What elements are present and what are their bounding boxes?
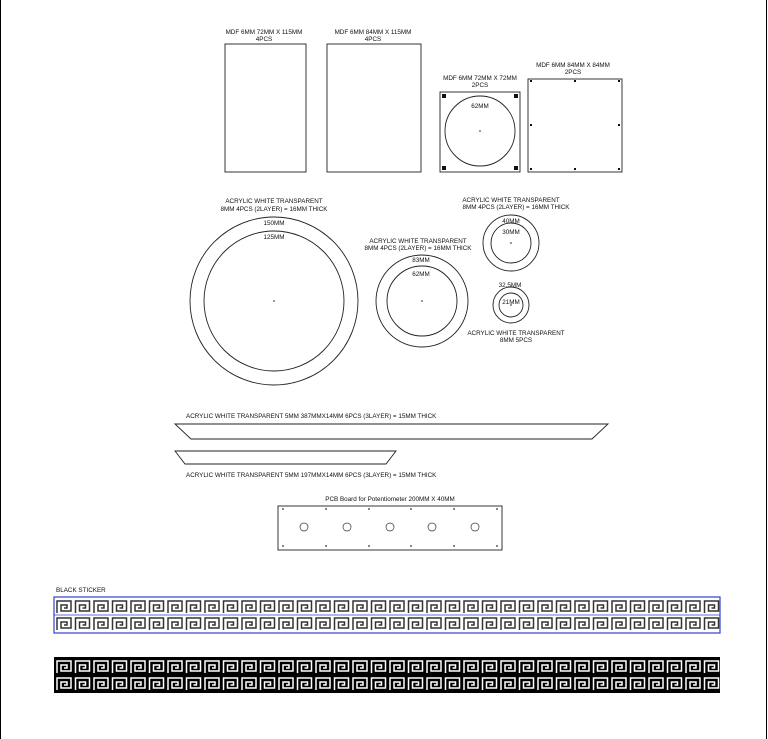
mdf-72x72-hole bbox=[514, 94, 518, 98]
mdf-72x72-center bbox=[479, 130, 481, 132]
meander-tile bbox=[168, 601, 182, 613]
meander-tile bbox=[686, 601, 700, 613]
ring-medium-inner-dim: 62MM bbox=[412, 271, 430, 278]
mdf-84x84-outline bbox=[528, 79, 622, 172]
meander-tile bbox=[372, 618, 386, 630]
meander-tile bbox=[57, 601, 71, 613]
meander-tile bbox=[372, 601, 386, 613]
meander-tile bbox=[427, 601, 441, 613]
meander-tile bbox=[705, 618, 719, 630]
mdf-84x84-hole bbox=[574, 168, 576, 170]
mdf-72x72-label-2: 2PCS bbox=[471, 82, 489, 89]
ring-small bbox=[462, 197, 570, 271]
meander-tile bbox=[557, 618, 571, 630]
meander-tile bbox=[150, 601, 164, 613]
meander-tile bbox=[150, 618, 164, 630]
ring-large-label-1: ACRYLIC WHITE TRANSPARENT bbox=[225, 198, 323, 205]
meander-tile bbox=[187, 618, 201, 630]
meander-tile bbox=[427, 618, 441, 630]
pcb-mount-hole bbox=[410, 545, 412, 547]
meander-tile bbox=[575, 618, 589, 630]
meander-tile bbox=[594, 601, 608, 613]
meander-tile bbox=[94, 618, 108, 630]
meander-tile bbox=[612, 601, 626, 613]
ring-medium-label-1: ACRYLIC WHITE TRANSPARENT bbox=[369, 238, 467, 245]
mdf-72x72-label-1: MDF 6MM 72MM X 72MM bbox=[443, 75, 517, 82]
strip-long-label: ACRYLIC WHITE TRANSPARENT 5MM 387MMX14MM 6PCS (3LAYER) = 15MM THICK bbox=[186, 413, 437, 420]
mdf-84x84-hole bbox=[618, 80, 620, 82]
pcb-mount-hole bbox=[496, 545, 498, 547]
ring-tiny bbox=[467, 282, 564, 344]
meander-tile bbox=[686, 618, 700, 630]
meander-tile bbox=[113, 618, 127, 630]
pcb-pot-hole bbox=[386, 523, 394, 531]
meander-tile bbox=[168, 618, 182, 630]
mdf-84x115-outline bbox=[327, 44, 421, 172]
mdf-84x84-label-1: MDF 6MM 84MM X 84MM bbox=[536, 62, 610, 69]
meander-tile bbox=[649, 618, 663, 630]
ring-large-inner-dim: 125MM bbox=[263, 234, 285, 241]
mdf-72x72-hole bbox=[514, 166, 518, 170]
meander-tile bbox=[205, 618, 219, 630]
ring-medium-center bbox=[421, 300, 423, 302]
meander-tile bbox=[205, 601, 219, 613]
ring-medium-outer-dim: 83MM bbox=[412, 257, 430, 264]
ring-large-center bbox=[273, 300, 275, 302]
ring-medium-label-2: 8MM 4PCS (2LAYER) = 16MM THICK bbox=[364, 245, 472, 252]
meander-tile bbox=[668, 601, 682, 613]
meander-tile bbox=[668, 618, 682, 630]
pcb-mount-hole bbox=[496, 508, 498, 510]
pcb-pot-hole bbox=[300, 523, 308, 531]
meander-tile bbox=[483, 618, 497, 630]
meander-tile bbox=[353, 618, 367, 630]
ring-tiny-label-1: ACRYLIC WHITE TRANSPARENT bbox=[467, 330, 565, 337]
sticker-black-strip bbox=[54, 657, 720, 693]
pcb-pot-hole bbox=[343, 523, 351, 531]
pcb-pot-hole bbox=[428, 523, 436, 531]
pcb-mount-hole bbox=[453, 545, 455, 547]
meander-tile bbox=[279, 601, 293, 613]
meander-tile bbox=[464, 601, 478, 613]
pcb-mount-hole bbox=[453, 508, 455, 510]
ring-small-label-2: 8MM 4PCS (2LAYER) = 16MM THICK bbox=[462, 204, 570, 211]
meander-tile bbox=[224, 601, 238, 613]
mdf-panel-72x115 bbox=[225, 29, 306, 172]
ring-small-center bbox=[510, 242, 512, 244]
meander-tile bbox=[94, 601, 108, 613]
ring-small-label-1: ACRYLIC WHITE TRANSPARENT bbox=[462, 197, 560, 204]
meander-tile bbox=[57, 618, 71, 630]
pcb-mount-hole bbox=[282, 508, 284, 510]
meander-tile bbox=[520, 618, 534, 630]
meander-tile bbox=[131, 601, 145, 613]
meander-tile bbox=[501, 618, 515, 630]
meander-tile bbox=[261, 601, 275, 613]
ring-tiny-label-2: 8MM 5PCS bbox=[499, 337, 533, 344]
strip-short-outline bbox=[175, 451, 396, 464]
meander-tile bbox=[390, 601, 404, 613]
mdf-72x115-label-1: MDF 6MM 72MM X 115MM bbox=[225, 29, 303, 36]
mdf-72x115-outline bbox=[225, 44, 306, 172]
pcb-board bbox=[278, 496, 502, 550]
mdf-84x115-label-1: MDF 6MM 84MM X 115MM bbox=[334, 29, 412, 36]
mdf-84x84-hole bbox=[618, 168, 620, 170]
strip-short-label: ACRYLIC WHITE TRANSPARENT 5MM 197MMX14MM 6PCS (3LAYER) = 15MM THICK bbox=[186, 472, 437, 479]
meander-tile bbox=[261, 618, 275, 630]
sticker-label: BLACK STICKER bbox=[56, 587, 106, 594]
meander-tile bbox=[409, 618, 423, 630]
mdf-84x84-hole bbox=[530, 80, 532, 82]
pcb-outline bbox=[278, 506, 502, 550]
ring-large-outer-dim: 150MM bbox=[263, 220, 285, 227]
pcb-pot-hole bbox=[471, 523, 479, 531]
ring-tiny-outer-dim: 32.5MM bbox=[498, 282, 522, 289]
meander-tile bbox=[557, 601, 571, 613]
meander-tile bbox=[538, 601, 552, 613]
ring-large bbox=[190, 198, 358, 385]
meander-tile bbox=[131, 618, 145, 630]
meander-tile bbox=[187, 601, 201, 613]
mdf-72x72-hole bbox=[442, 166, 446, 170]
ring-small-inner-dim: 30MM bbox=[502, 229, 520, 236]
pcb-mount-hole bbox=[325, 508, 327, 510]
meander-tile bbox=[113, 601, 127, 613]
pcb-mount-hole bbox=[325, 545, 327, 547]
ring-medium bbox=[364, 238, 472, 347]
ring-large-label-2: 8MM 4PCS (2LAYER) = 16MM THICK bbox=[220, 206, 328, 213]
meander-tile bbox=[705, 601, 719, 613]
mdf-panel-72x72 bbox=[440, 75, 520, 172]
pcb-mount-hole bbox=[368, 508, 370, 510]
mdf-panel-84x84 bbox=[528, 62, 622, 172]
meander-tile bbox=[501, 601, 515, 613]
meander-tile bbox=[76, 601, 90, 613]
pcb-mount-hole bbox=[410, 508, 412, 510]
mdf-72x72-hole bbox=[442, 94, 446, 98]
meander-tile bbox=[612, 618, 626, 630]
strip-short bbox=[175, 451, 437, 479]
ring-tiny-inner-dim: 21MM bbox=[502, 299, 520, 306]
meander-tile bbox=[224, 618, 238, 630]
meander-tile bbox=[335, 601, 349, 613]
mdf-84x84-hole bbox=[530, 168, 532, 170]
meander-tile bbox=[279, 618, 293, 630]
meander-tile bbox=[242, 618, 256, 630]
meander-tile bbox=[76, 618, 90, 630]
pcb-label: PCB Board for Potentiometer 200MM X 40MM bbox=[325, 496, 455, 503]
meander-tile bbox=[446, 618, 460, 630]
meander-tile bbox=[575, 601, 589, 613]
mdf-panel-84x115 bbox=[327, 29, 421, 172]
meander-tile bbox=[464, 618, 478, 630]
meander-tile bbox=[446, 601, 460, 613]
meander-tile bbox=[335, 618, 349, 630]
mdf-84x84-hole bbox=[574, 80, 576, 82]
strip-long-outline bbox=[175, 424, 608, 439]
meander-tile bbox=[631, 601, 645, 613]
meander-tile bbox=[520, 601, 534, 613]
meander-tile bbox=[631, 618, 645, 630]
meander-tile bbox=[316, 618, 330, 630]
meander-tile bbox=[483, 601, 497, 613]
mdf-72x72-dim: 62MM bbox=[471, 103, 489, 110]
meander-tile bbox=[649, 601, 663, 613]
meander-tile bbox=[409, 601, 423, 613]
meander-tile bbox=[353, 601, 367, 613]
sticker-outline-strip bbox=[54, 597, 720, 633]
mdf-84x115-label-2: 4PCS bbox=[364, 36, 382, 43]
mdf-84x84-label-2: 2PCS bbox=[564, 69, 582, 76]
meander-tile bbox=[298, 601, 312, 613]
meander-tile bbox=[316, 601, 330, 613]
pcb-mount-hole bbox=[282, 545, 284, 547]
meander-tile bbox=[390, 618, 404, 630]
meander-tile bbox=[594, 618, 608, 630]
mdf-72x115-label-2: 4PCS bbox=[255, 36, 273, 43]
mdf-84x84-hole bbox=[530, 124, 532, 126]
meander-tile bbox=[538, 618, 552, 630]
meander-tile bbox=[242, 601, 256, 613]
strip-long bbox=[175, 413, 608, 439]
ring-small-outer-dim: 40MM bbox=[502, 218, 520, 225]
pcb-mount-hole bbox=[368, 545, 370, 547]
meander-tile bbox=[298, 618, 312, 630]
mdf-84x84-hole bbox=[618, 124, 620, 126]
